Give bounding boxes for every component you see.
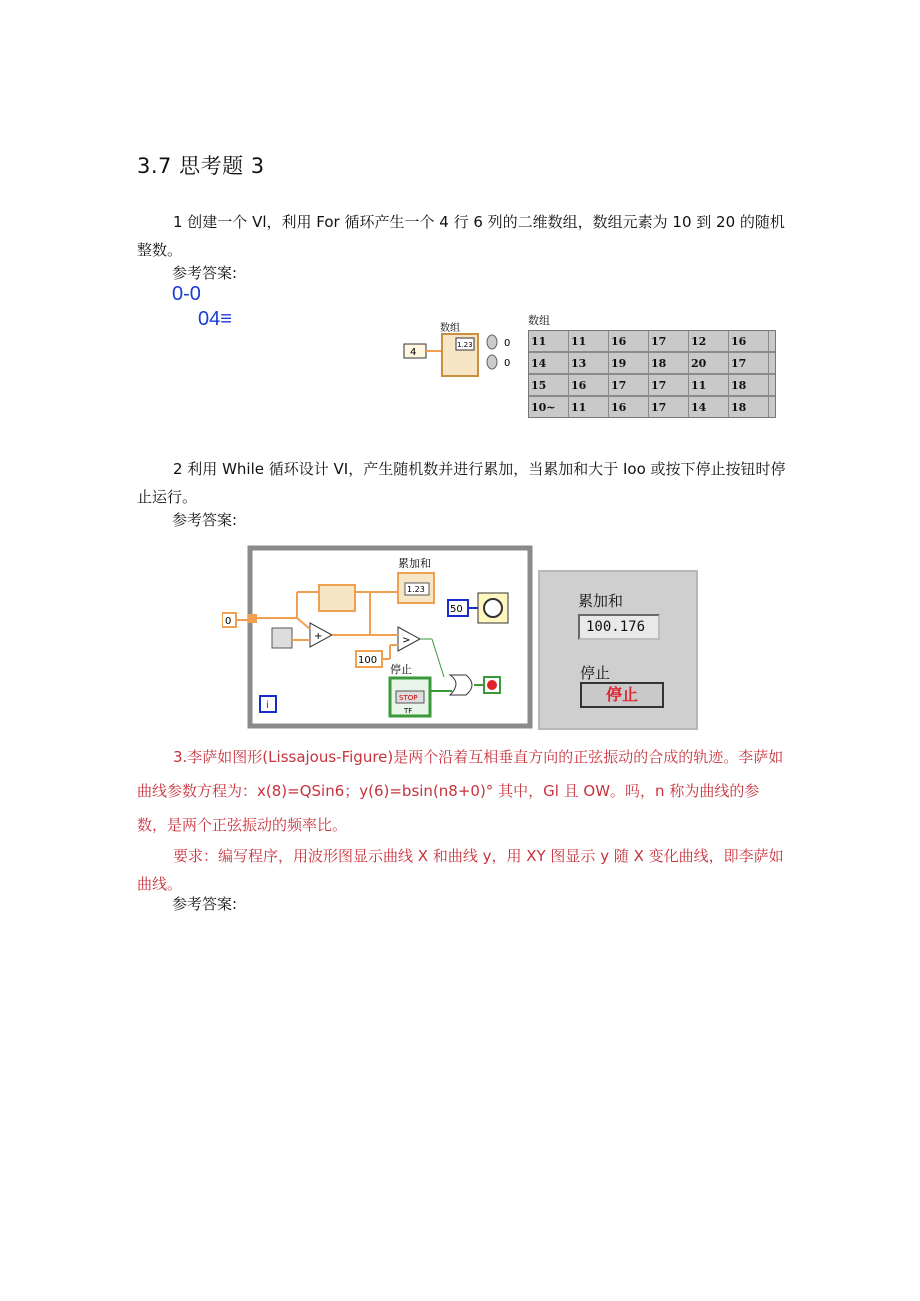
wait-constant-value: 50 — [450, 604, 463, 615]
question-3-answer-label: 参考答案: — [172, 895, 238, 913]
array-cell: 16 — [569, 375, 609, 395]
array-front-panel — [528, 312, 776, 418]
iteration-label: i — [266, 700, 269, 711]
array-cell: 20 — [689, 353, 729, 373]
array-cell: 13 — [569, 353, 609, 373]
array-label: 数组 — [528, 314, 550, 327]
array-cell: 17 — [649, 331, 689, 351]
feedback-node — [319, 585, 355, 611]
indicator-value: 1.23 — [457, 341, 473, 349]
array-cell: 18 — [649, 353, 689, 373]
while-loop-svg — [222, 545, 534, 730]
code-line-1: 0-0 — [172, 283, 201, 305]
sum-indicator-value: 1.23 — [407, 585, 425, 594]
array-row — [529, 375, 775, 397]
code-line-2: 04≡ — [198, 308, 232, 330]
sum-label-diagram: 累加和 — [398, 557, 431, 570]
array-grid — [528, 330, 776, 418]
limit-constant-value: 100 — [358, 655, 378, 666]
array-cell: 17 — [649, 375, 689, 395]
sum-display: 100.176 — [578, 614, 660, 640]
question-3-text: 3.李萨如图形(Lissajous-Figure)是两个沿着互相垂直方向的正弦振动的合成的轨迹。李萨如曲线参数方程为：x(8)=QSin6；y(6)=bsin(n8+0)° 其中，Gl 且 OW。吗，n 称为曲线的参数，是两个正弦振动的频率比。 — [137, 748, 784, 834]
array-cell: 17 — [729, 353, 769, 373]
tf-text: TF — [404, 707, 413, 715]
sum-label: 累加和 — [578, 592, 624, 610]
array-cell: 11 — [529, 331, 569, 351]
for-loop-svg — [400, 320, 520, 380]
add-symbol: + — [314, 631, 323, 642]
array-cell: 11 — [689, 375, 729, 395]
question-2-text: 2 利用 While 循环设计 VI，产生随机数并进行累加，当累加和大于 Ioo 或按下停止按钮时停止运行。 — [137, 460, 786, 506]
random-node-a — [487, 335, 497, 349]
greater-symbol: > — [402, 635, 411, 646]
array-cell: 17 — [609, 375, 649, 395]
question-1-text: 1 创建一个 Vl，利用 For 循环产生一个 4 行 6 列的二维数组，数组元素为 10 到 20 的随机整数。 — [137, 213, 785, 259]
question-1-answer-label: 参考答案: — [172, 264, 238, 282]
array-cell: 11 — [569, 397, 609, 417]
side-label-a: 0 — [504, 338, 511, 349]
array-cell: 19 — [609, 353, 649, 373]
stop-label: 停止 — [580, 664, 611, 682]
array-cell: 14 — [529, 353, 569, 373]
shift-register — [248, 614, 257, 623]
question-3-requirement: 要求：编写程序，用波形图显示曲线 X 和曲线 y，用 XY 图显示 y 随 X 变化曲线，即李萨如曲线。 — [137, 847, 784, 893]
array-cell: 12 — [689, 331, 729, 351]
stop-condition-icon — [487, 680, 497, 690]
array-cell: 16 — [609, 331, 649, 351]
array-label-diagram: 数组 — [440, 323, 460, 334]
stop-control-text: STOP — [399, 694, 418, 702]
random-node-b — [487, 355, 497, 369]
question-2-answer-label: 参考答案: — [172, 511, 238, 529]
loop-count-value: 4 — [410, 347, 417, 358]
stop-button[interactable]: 停止 — [580, 682, 664, 708]
init-constant-value: 0 — [225, 616, 232, 627]
array-cell: 15 — [529, 375, 569, 395]
section-heading: 3.7 思考题 3 — [137, 154, 265, 178]
array-cell: 18 — [729, 375, 769, 395]
array-row — [529, 397, 775, 417]
dice-icon — [272, 628, 292, 648]
clock-icon — [484, 599, 502, 617]
array-row — [529, 353, 775, 375]
array-cell: 16 — [729, 331, 769, 351]
array-cell: 18 — [729, 397, 769, 417]
stop-label-diagram: 停止 — [390, 663, 412, 676]
array-cell: 10~ — [529, 397, 569, 417]
front-panel — [538, 570, 698, 730]
while-loop-diagram — [222, 545, 534, 730]
side-label-b: 0 — [504, 358, 511, 369]
array-cell: 11 — [569, 331, 609, 351]
array-cell: 17 — [649, 397, 689, 417]
for-loop-diagram — [400, 320, 520, 380]
array-cell: 16 — [609, 397, 649, 417]
array-cell: 14 — [689, 397, 729, 417]
array-row — [529, 331, 775, 353]
